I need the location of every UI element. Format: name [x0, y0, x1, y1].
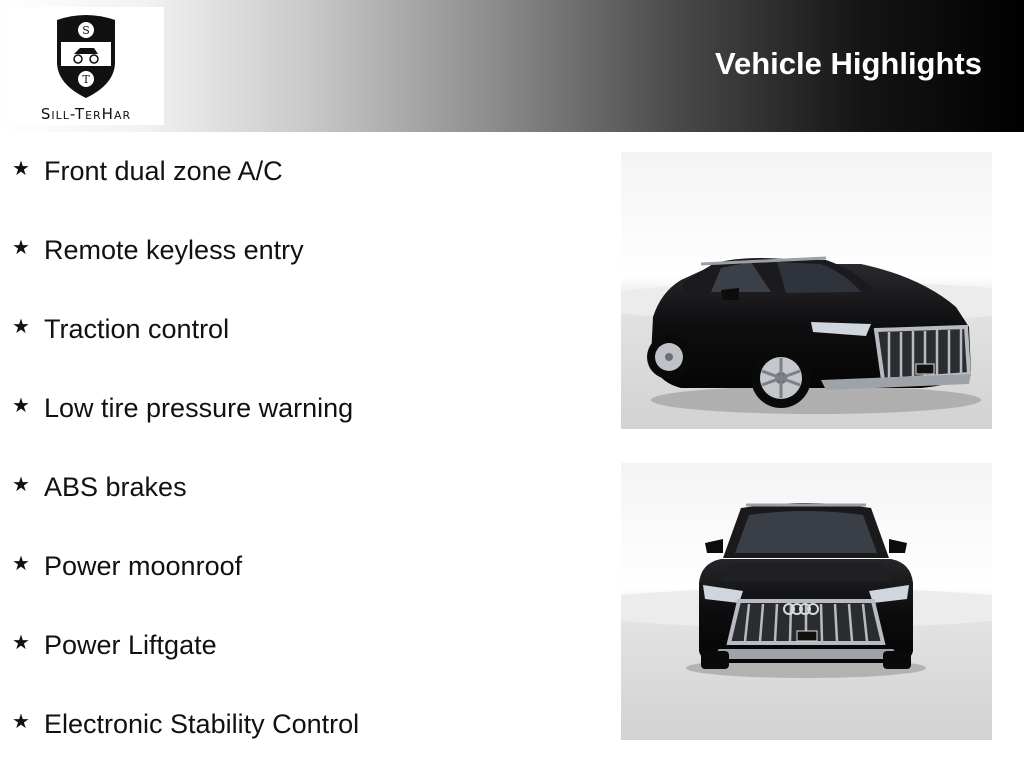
- page-title: Vehicle Highlights: [715, 46, 982, 81]
- star-icon: ★: [12, 316, 30, 338]
- list-item: [12, 150, 359, 229]
- feature-label: Remote keyless entry: [44, 235, 304, 265]
- feature-label: Power Liftgate: [44, 630, 217, 660]
- vehicle-photo-side: [621, 152, 992, 429]
- list-item: [12, 229, 359, 308]
- list-item: [12, 703, 359, 782]
- list-item: [12, 624, 359, 703]
- logo-wordmark: Sill-TerHar: [40, 105, 132, 123]
- star-icon: ★: [12, 158, 30, 180]
- list-item: [12, 387, 359, 466]
- star-icon: ★: [12, 395, 30, 417]
- feature-label: Front dual zone A/C: [44, 156, 283, 186]
- vehicle-photo-front: [621, 463, 992, 740]
- car-three-quarter-illustration: [621, 152, 992, 429]
- list-item: [12, 308, 359, 387]
- dealer-logo: [8, 7, 164, 125]
- star-icon: ★: [12, 553, 30, 575]
- logo-letter-bottom: T: [82, 73, 90, 86]
- star-icon: ★: [12, 711, 30, 733]
- car-front-illustration: [621, 463, 992, 740]
- feature-label: Low tire pressure warning: [44, 393, 354, 423]
- list-item: [12, 545, 359, 624]
- header-banner: [0, 0, 1024, 132]
- feature-label: Power moonroof: [44, 551, 243, 581]
- star-icon: ★: [12, 237, 30, 259]
- feature-label: Traction control: [44, 314, 230, 344]
- star-icon: ★: [12, 474, 30, 496]
- feature-list: [12, 150, 359, 782]
- logo-letter-top: S: [82, 24, 90, 37]
- feature-label: ABS brakes: [44, 472, 187, 502]
- shield-logo-icon: [53, 12, 119, 100]
- star-icon: ★: [12, 632, 30, 654]
- feature-label: Electronic Stability Control: [44, 709, 360, 739]
- list-item: [12, 466, 359, 545]
